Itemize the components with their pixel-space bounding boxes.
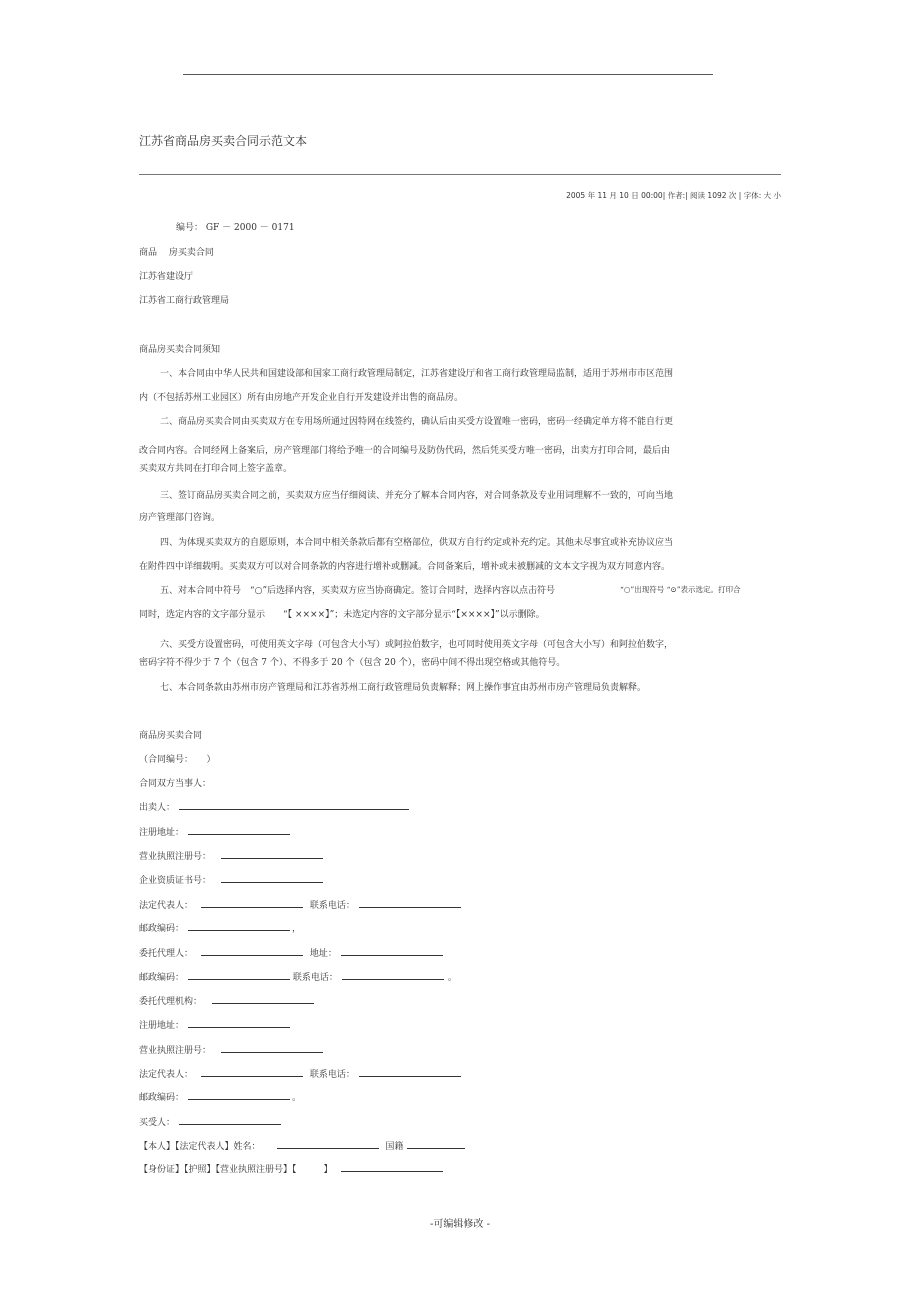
notice-line: 七、本合同条款由苏州市房产管理局和江苏省苏州工商行政管理局负责解释；网上操作事宜由苏州市房产管理局负责解释。 xyxy=(160,683,647,693)
buyer-name-label: 【本人】【法定代表人】姓名： xyxy=(139,1142,261,1152)
buyer-name-field[interactable] xyxy=(277,1139,379,1149)
reg-address-label: 注册地址： xyxy=(139,828,185,838)
notice-line: 同时，选定内容的文字部分显示 “【 ××××】”；未选定内容的文字部分显示“【××××】”以示删除。 xyxy=(139,610,545,620)
notice-line: 三、签订商品房买卖合同之前，买卖双方应当仔细阅读、并充分了解本合同内容，对合同条款及专业用词理解不一致的，可向当地 xyxy=(160,491,674,501)
buyer-row xyxy=(139,1115,281,1128)
buyer-name-row xyxy=(139,1139,465,1152)
postcode-field[interactable] xyxy=(188,970,290,980)
reg-address-row xyxy=(139,825,290,838)
postcode-row xyxy=(139,1090,301,1103)
legal-rep-label: 法定代表人： xyxy=(139,901,194,911)
license-field[interactable] xyxy=(221,1043,323,1053)
reg-address-field[interactable] xyxy=(188,825,290,835)
article-meta: 2005 年 11 月 10 日 00:00| 作者:| 阅读 1092 次 | 字体: 大 小 xyxy=(566,191,781,200)
postcode-field[interactable] xyxy=(188,1090,290,1100)
title-divider xyxy=(139,174,781,175)
issuer-2: 江苏省工商行政管理局 xyxy=(139,296,230,306)
seller-field[interactable] xyxy=(179,800,409,810)
legal-rep-label: 法定代表人： xyxy=(139,1070,194,1080)
legal-rep-row xyxy=(139,1067,461,1080)
contract-title: 商品房买卖合同 xyxy=(139,731,203,741)
contract-code: 编号： GF － 2000 － 0171 xyxy=(176,223,295,233)
phone-label: 联系电话： xyxy=(292,973,338,983)
notice-line: 买卖双方共同在打印合同上签字盖章。 xyxy=(139,464,293,474)
notice-line: 在附件四中详细载明。买卖双方可以对合同条款的内容进行增补或删减。合同备案后，增补或未被删减的文本文字视为双方同意内容。 xyxy=(139,562,671,572)
legal-rep-field[interactable] xyxy=(201,898,303,908)
id-number-field[interactable] xyxy=(341,1162,443,1172)
phone-field[interactable] xyxy=(359,1067,461,1077)
notice-line: 二、商品房买卖合同由买卖双方在专用场所通过因特网在线签约，确认后由买受方设置唯一密码，密码一经确定单方将不能自行更 xyxy=(160,417,674,427)
phone-label: 联系电话： xyxy=(309,1070,355,1080)
issuer-1: 江苏省建设厅 xyxy=(139,272,194,282)
postcode-row xyxy=(139,921,301,934)
id-type-label: 【身份证】【护照】【营业执照注册号】【 】 xyxy=(139,1165,333,1175)
reg-address-row xyxy=(139,1018,290,1031)
postcode-label: 邮政编码： xyxy=(139,1093,185,1103)
seller-label: 出卖人： xyxy=(139,803,176,813)
legal-rep-row xyxy=(139,898,461,911)
notice-heading: 商品房买卖合同须知 xyxy=(139,345,221,355)
notice-line: 密码字符不得少于 7 个（包含 7 个）、不得多于 20 个（包含 20 个），密码中间不得出现空格或其他符号。 xyxy=(139,658,566,668)
license-label: 营业执照注册号： xyxy=(139,1046,212,1056)
license-row xyxy=(139,849,323,862)
phone-field[interactable] xyxy=(342,970,444,980)
agency-field[interactable] xyxy=(212,994,314,1004)
notice-line: 六、买受方设置密码，可使用英文字母（可包含大小写）或阿拉伯数字，也可同时使用英文字母（可包含大小写）和阿拉伯数字， xyxy=(160,640,674,650)
phone-field[interactable] xyxy=(359,898,461,908)
nationality-field[interactable] xyxy=(407,1139,465,1149)
reg-address-label: 注册地址： xyxy=(139,1021,185,1031)
legal-rep-field[interactable] xyxy=(201,1067,303,1077)
buyer-field[interactable] xyxy=(179,1115,281,1125)
notice-line: 一、本合同由中华人民共和国建设部和国家工商行政管理局制定，江苏省建设厅和省工商行政管理局监制，适用于苏州市市区范围 xyxy=(160,369,674,379)
agent-label: 委托代理人： xyxy=(139,949,194,959)
seller-row xyxy=(139,800,409,813)
page-footer: -可编辑修改 - xyxy=(430,1219,490,1230)
reg-address-field[interactable] xyxy=(188,1018,290,1028)
postcode-label: 邮政编码： xyxy=(139,924,185,934)
nationality-label: 国籍 xyxy=(385,1142,404,1152)
contract-parties: 合同双方当事人： xyxy=(139,779,212,789)
agency-row xyxy=(139,994,314,1007)
qualification-row xyxy=(139,873,323,886)
notice-line: 房产管理部门咨询。 xyxy=(139,513,221,523)
address-field[interactable] xyxy=(341,946,443,956)
postcode-field[interactable] xyxy=(188,921,290,931)
agency-label: 委托代理机构： xyxy=(139,997,203,1007)
notice-line: 四、为体现买卖双方的自愿原则，本合同中相关条款后都有空格部位，供双方自行约定或补充约定。其他未尽事宜或补充协议应当 xyxy=(160,538,674,548)
page-title: 江苏省商品房买卖合同示范文本 xyxy=(139,134,308,148)
postcode-label: 邮政编码： xyxy=(139,973,185,983)
top-rule xyxy=(183,74,713,75)
license-field[interactable] xyxy=(221,849,323,859)
id-type-row xyxy=(139,1162,443,1175)
address-label: 地址： xyxy=(309,949,337,959)
notice-line: 改合同内容。合同经网上备案后，房产管理部门将给予唯一的合同编号及防伪代码，然后凭买受方唯一密码，出卖方打印合同，最后由 xyxy=(139,446,671,456)
postcode-period: 。 xyxy=(292,1093,302,1103)
notice-line: 内（不包括苏州工业园区）所有由房地产开发企业自行开发建设并出售的商品房。 xyxy=(139,393,464,403)
agent-field[interactable] xyxy=(201,946,303,956)
buyer-label: 买受人： xyxy=(139,1118,176,1128)
license-row xyxy=(139,1043,323,1056)
contract-number: （合同编号： ） xyxy=(139,755,216,765)
qualification-field[interactable] xyxy=(221,873,323,883)
notice-line: “○”出现符号 “⊙”表示选定。打印合 xyxy=(620,585,741,594)
qualification-label: 企业资质证书号： xyxy=(139,876,212,886)
period: 。 xyxy=(447,973,457,983)
phone-label: 联系电话： xyxy=(309,901,355,911)
doc-type: 商品 房买卖合同 xyxy=(139,248,214,258)
agent-row xyxy=(139,946,443,959)
agent-postcode-row xyxy=(139,970,457,983)
notice-line: 五、对本合同中符号 “○”后选择内容，买卖双方应当协商确定。签订合同时，选择内容以点击符号 xyxy=(160,586,556,596)
postcode-comma: ， xyxy=(292,924,302,934)
license-label: 营业执照注册号： xyxy=(139,852,212,862)
